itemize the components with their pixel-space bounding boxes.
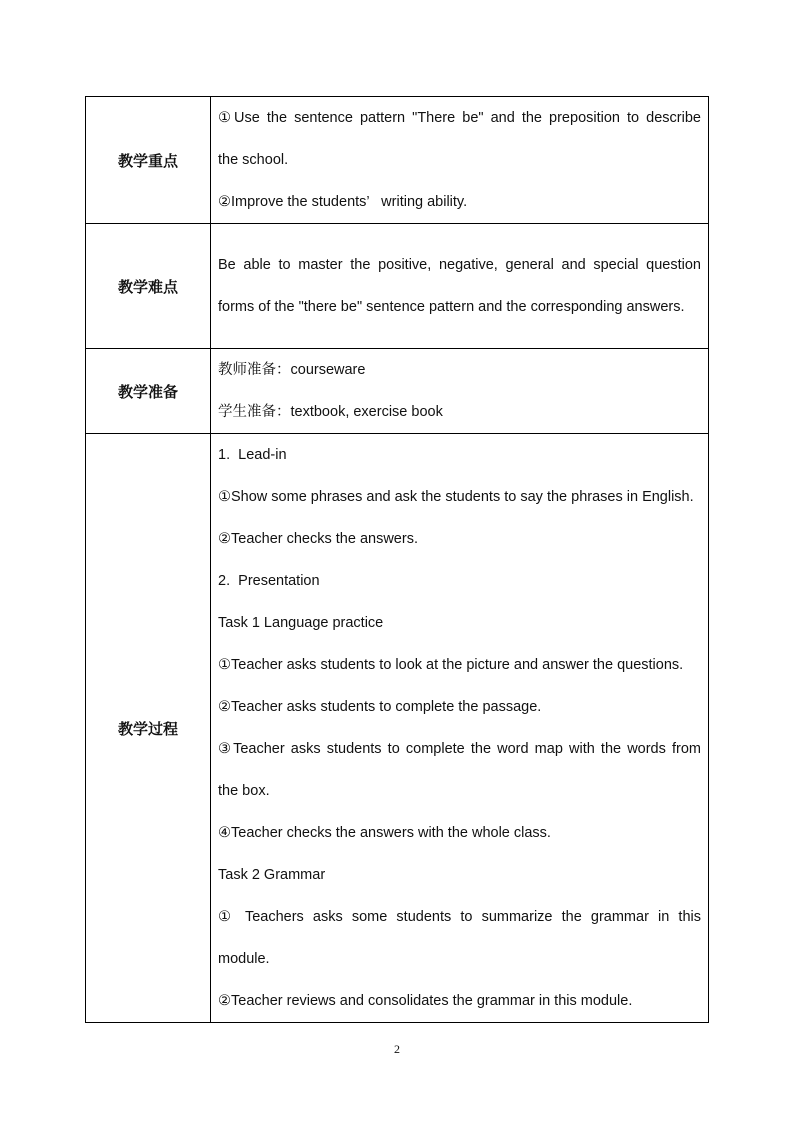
row-label: 教学过程 [86, 434, 211, 1023]
content-line: ②Teacher asks students to complete the passage. [218, 699, 542, 715]
content-line: ①Teacher asks students to look at the picture and answer the questions. [218, 657, 684, 673]
content-line: the school. [218, 152, 289, 168]
content-line: the box. [218, 783, 270, 799]
row-label: 教学重点 [86, 97, 211, 224]
row-content [211, 224, 709, 349]
row-content [211, 97, 709, 224]
content-line: ①Show some phrases and ask the students to say the phrases in English. [218, 489, 694, 505]
content-line: Task 1 Language practice [218, 615, 384, 631]
content-line: 1. Lead-in [218, 447, 287, 463]
content-line: Task 2 Grammar [218, 867, 326, 883]
row-content [211, 349, 709, 434]
page-number: 2 [394, 1042, 400, 1056]
content-line: ① Teachers asks some students to summarize the grammar in this [218, 909, 701, 925]
content-line: ④Teacher checks the answers with the whole class. [218, 825, 551, 841]
content-line: 学生准备：textbook, exercise book [218, 404, 443, 420]
content-line: 2. Presentation [218, 573, 320, 589]
row-difficulties [86, 224, 709, 349]
row-key-points [86, 97, 709, 224]
row-content [211, 434, 709, 1023]
content-line: ②Teacher checks the answers. [218, 531, 418, 547]
content-line: Be able to master the positive, negative, general and special question [218, 257, 701, 273]
row-label: 教学难点 [86, 224, 211, 349]
content-line: 教师准备：courseware [218, 362, 366, 378]
content-line: ②Teacher reviews and consolidates the grammar in this module. [218, 993, 633, 1009]
content-line: forms of the "there be" sentence pattern and the corresponding answers. [218, 299, 685, 315]
content-line: module. [218, 951, 270, 967]
row-process [86, 434, 709, 1023]
row-label: 教学准备 [86, 349, 211, 434]
content-line: ③Teacher asks students to complete the word map with the words from [218, 741, 701, 757]
content-line: ①Use the sentence pattern "There be" and the preposition to describe [218, 110, 701, 126]
content-line: ②Improve the students’ writing ability. [218, 194, 468, 210]
row-preparation [86, 349, 709, 434]
lesson-plan-table [85, 96, 709, 1023]
